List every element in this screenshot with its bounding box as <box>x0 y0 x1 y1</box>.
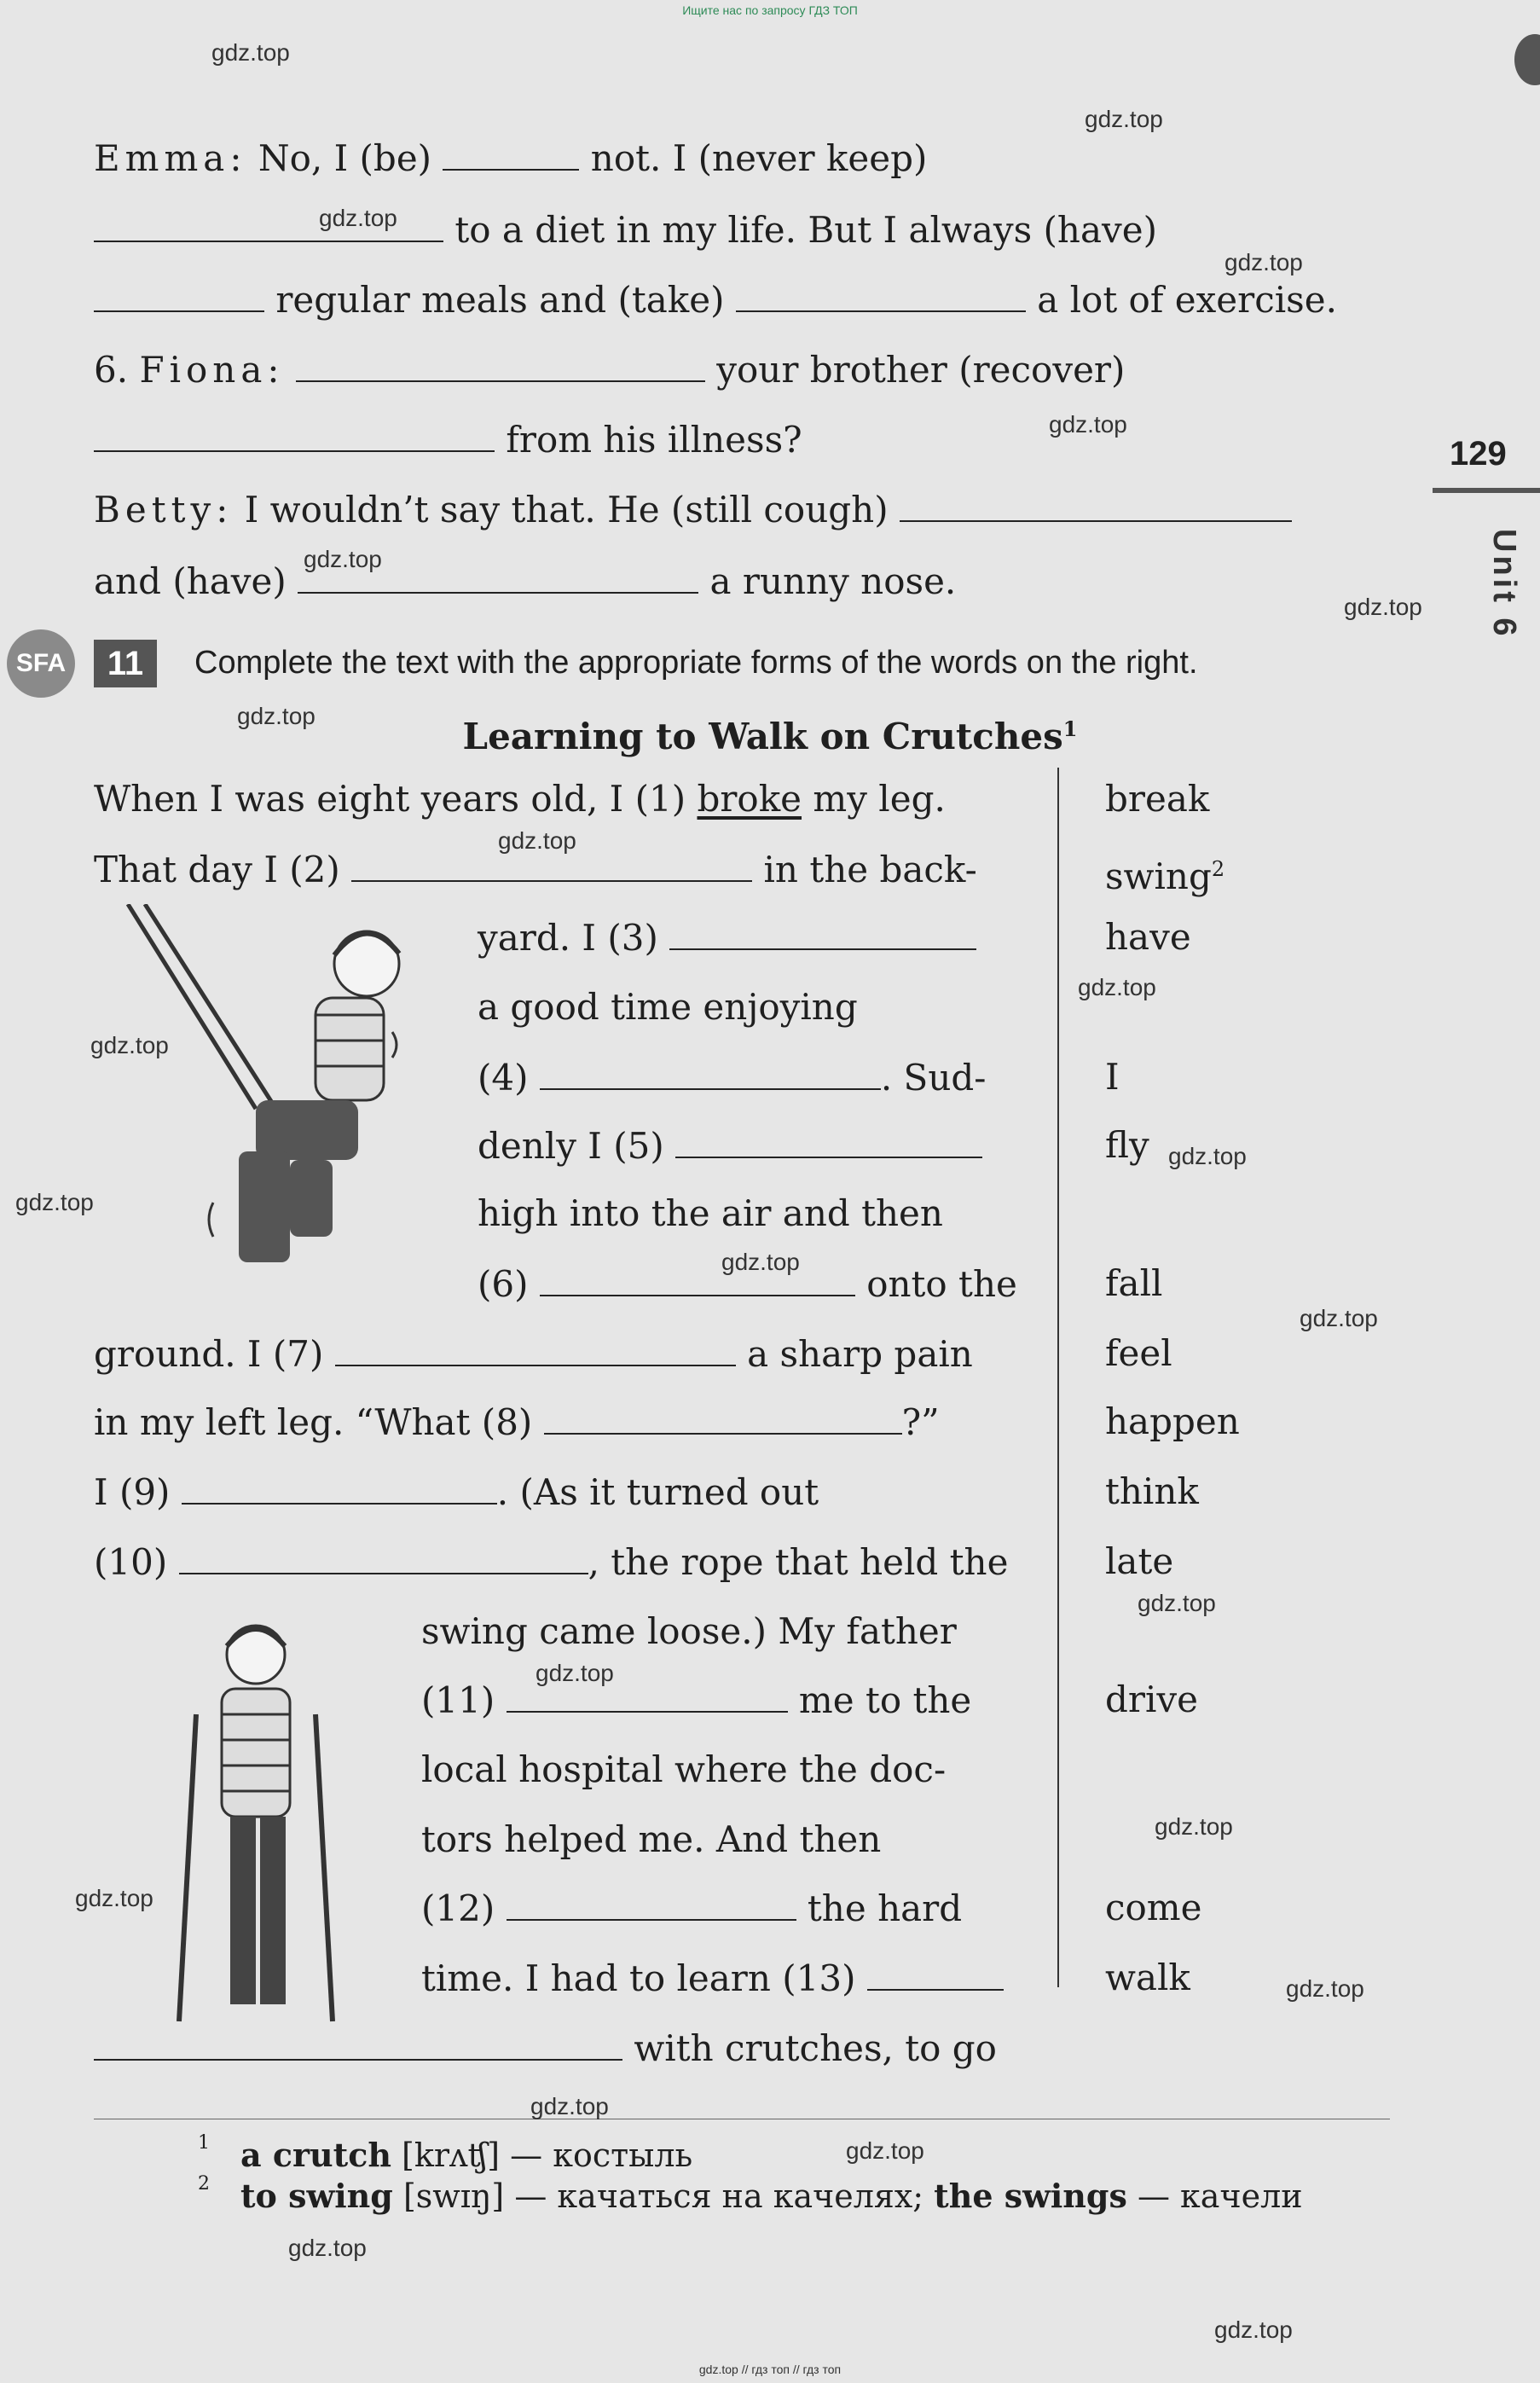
word-1: break <box>1105 778 1210 820</box>
answer-blank <box>540 1262 855 1296</box>
footnote-2 <box>240 2177 1303 2216</box>
text-segment: That day I (2) <box>94 849 340 890</box>
answer-blank <box>736 278 1026 312</box>
watermark: gdz.top <box>1344 594 1422 620</box>
answer-blank <box>94 278 264 312</box>
text-segment: (10) <box>94 1541 168 1583</box>
watermark: gdz.top <box>90 1032 169 1058</box>
answer-blank <box>507 1887 796 1921</box>
answer-blank <box>900 488 1292 522</box>
column-divider <box>1057 768 1059 1987</box>
text-line-10 <box>94 1400 940 1444</box>
title-footnote-mark: 1 <box>1062 716 1078 741</box>
word-13: walk <box>1105 1957 1190 1998</box>
text-segment: time. I had to learn (13) <box>421 1957 856 1999</box>
watermark: gdz.top <box>721 1249 800 1275</box>
footnote-number-2: 2 <box>198 2173 210 2195</box>
text-line-17 <box>421 1887 962 1930</box>
footnote-text: — качели <box>1126 2177 1303 2215</box>
text-segment: yard. I (3) <box>478 917 658 959</box>
watermark: gdz.top <box>1214 2316 1293 2343</box>
text-line-12 <box>94 1540 1008 1584</box>
answer-blank <box>443 136 579 171</box>
word-6: fall <box>1105 1262 1163 1304</box>
item-number: 6. <box>94 349 140 391</box>
watermark: gdz.top <box>1300 1305 1378 1331</box>
text-line-3 <box>478 916 976 960</box>
dialogue-text: regular meals and (take) <box>264 279 725 321</box>
sfa-badge: SFA <box>7 629 75 698</box>
answer-blank <box>296 348 705 382</box>
speaker-fiona: Fiona: <box>139 349 285 391</box>
exercise-number: 11 <box>94 640 157 687</box>
watermark: gdz.top <box>319 205 397 231</box>
dialogue-text: No, I (be) <box>246 137 432 179</box>
speaker-betty: Betty: <box>94 489 234 531</box>
watermark: gdz.top <box>536 1660 614 1686</box>
dialogue-line-3 <box>94 278 1337 322</box>
dialogue-text: to a diet in my life. But I always (have) <box>443 209 1157 251</box>
text-segment: ground. I (7) <box>94 1333 324 1375</box>
example-answer: broke <box>697 778 802 820</box>
footnote-1 <box>240 2136 692 2175</box>
answer-blank <box>867 1957 1004 1991</box>
text-segment: me to the <box>787 1679 972 1721</box>
watermark: gdz.top <box>75 1885 153 1911</box>
watermark: gdz.top <box>304 546 382 572</box>
answer-blank <box>544 1400 902 1435</box>
corner-mark <box>1514 34 1540 85</box>
answer-blank <box>675 1124 982 1158</box>
exercise-title <box>0 708 1540 758</box>
text-segment: When I was eight years old, I (1) <box>94 778 698 820</box>
watermark: gdz.top <box>1049 411 1127 438</box>
dialogue-text: a runny nose. <box>698 560 957 602</box>
speaker-emma: Emma: <box>94 137 247 179</box>
text-line-9 <box>94 1332 973 1376</box>
watermark: gdz.top <box>1168 1143 1247 1169</box>
word-2 <box>1105 848 1224 898</box>
unit-label: Unit 6 <box>1486 529 1522 640</box>
watermark: gdz.top <box>1085 106 1163 132</box>
text-line-19 <box>94 2026 997 2070</box>
watermark: gdz.top <box>498 827 576 854</box>
watermark: gdz.top <box>1078 974 1156 1000</box>
text-segment: the hard <box>796 1887 963 1929</box>
text-segment: (12) <box>421 1887 495 1929</box>
text-line-5 <box>478 1056 986 1099</box>
answer-blank <box>182 1470 497 1505</box>
dialogue-line-7 <box>94 560 956 603</box>
answer-blank <box>335 1332 736 1366</box>
text-segment: in the back- <box>752 849 977 890</box>
dialogue-text: your brother (recover) <box>704 349 1126 391</box>
footnote-text: [krʌʧ] — костыль <box>391 2137 693 2174</box>
dialogue-line-1 <box>94 136 927 180</box>
page-number: 129 <box>1450 435 1507 473</box>
text-line-7: high into the air and then <box>478 1192 943 1234</box>
word-8: happen <box>1105 1400 1240 1442</box>
text-line-16: tors helped me. And then <box>421 1818 882 1860</box>
watermark: gdz.top <box>211 39 290 66</box>
text-segment: with crutches, to go <box>634 2027 997 2069</box>
dialogue-text: not. I (never keep) <box>579 137 928 179</box>
word-10: late <box>1105 1540 1174 1582</box>
watermark: gdz.top <box>1155 1813 1233 1840</box>
text-segment: (6) <box>478 1263 529 1305</box>
text-segment: . Sud- <box>880 1057 987 1099</box>
watermark: gdz.top <box>530 2093 609 2119</box>
dialogue-text: from his illness? <box>495 419 802 461</box>
page-number-rule <box>1433 488 1540 493</box>
word-11: drive <box>1105 1679 1198 1720</box>
dialogue-line-5 <box>94 418 802 461</box>
text-line-14 <box>421 1679 971 1722</box>
watermark: gdz.top <box>1286 1975 1364 2002</box>
watermark: gdz.top <box>288 2235 367 2261</box>
footnote-number-1: 1 <box>198 2132 210 2154</box>
boy-on-swing-illustration <box>111 904 435 1279</box>
top-banner: Ищите нас по запросу ГДЗ ТОП <box>682 3 858 17</box>
text-line-4: a good time enjoying <box>478 986 858 1028</box>
text-segment: ?” <box>901 1401 940 1443</box>
watermark: gdz.top <box>1138 1590 1216 1616</box>
title-text: Learning to Walk on Crutches <box>462 716 1063 757</box>
word-text: swing <box>1105 855 1212 897</box>
text-line-6 <box>478 1124 982 1168</box>
footnote-term: to swing <box>240 2177 393 2215</box>
exercise-instruction: Complete the text with the appropriate forms of the words on the right. <box>194 645 1198 681</box>
text-line-15: local hospital where the doc- <box>421 1748 947 1790</box>
text-segment: I (9) <box>94 1471 171 1513</box>
text-segment: onto the <box>854 1263 1017 1305</box>
text-segment: (4) <box>478 1057 529 1099</box>
answer-blank <box>94 2026 622 2061</box>
text-segment: (11) <box>421 1679 495 1721</box>
dialogue-text: I wouldn’t say that. He (still cough) <box>233 489 889 531</box>
watermark: gdz.top <box>846 2137 924 2164</box>
bottom-banner: gdz.top // гдз топ // гдз топ <box>698 2363 842 2376</box>
boy-on-crutches-illustration <box>171 1621 350 2030</box>
answer-blank <box>669 916 976 950</box>
dialogue-text: a lot of exercise. <box>1025 279 1337 321</box>
text-line-11 <box>94 1470 819 1514</box>
text-segment: my leg. <box>802 778 946 820</box>
dialogue-line-4 <box>94 348 1125 391</box>
watermark: gdz.top <box>1224 249 1303 275</box>
footnote-text: [swɪŋ] — качаться на качелях; <box>392 2177 935 2215</box>
word-3: have <box>1105 916 1191 958</box>
text-line-1 <box>94 778 946 820</box>
text-segment: denly I (5) <box>478 1125 664 1167</box>
text-line-13: swing came loose.) My father <box>421 1610 957 1652</box>
word-footnote-mark: 2 <box>1211 857 1225 881</box>
text-segment: a sharp pain <box>735 1333 973 1375</box>
word-4: I <box>1105 1056 1120 1098</box>
text-segment: in my left leg. “What (8) <box>94 1401 533 1443</box>
text-segment: , the rope that held the <box>588 1541 1009 1583</box>
dialogue-text: and (have) <box>94 560 287 602</box>
text-line-18 <box>421 1957 1004 2000</box>
word-9: think <box>1105 1470 1199 1512</box>
dialogue-line-2 <box>94 208 1157 252</box>
footnote-term: a crutch <box>240 2136 391 2174</box>
dialogue-line-6 <box>94 488 1292 531</box>
footnote-term: the swings <box>934 2177 1127 2215</box>
text-segment: . (As it turned out <box>496 1471 819 1513</box>
word-7: feel <box>1105 1332 1172 1374</box>
word-5: fly <box>1105 1124 1149 1166</box>
answer-blank <box>179 1540 588 1574</box>
word-12: come <box>1105 1887 1202 1928</box>
answer-blank <box>94 418 495 452</box>
watermark: gdz.top <box>15 1189 94 1215</box>
watermark: gdz.top <box>237 703 316 729</box>
answer-blank <box>540 1056 881 1090</box>
